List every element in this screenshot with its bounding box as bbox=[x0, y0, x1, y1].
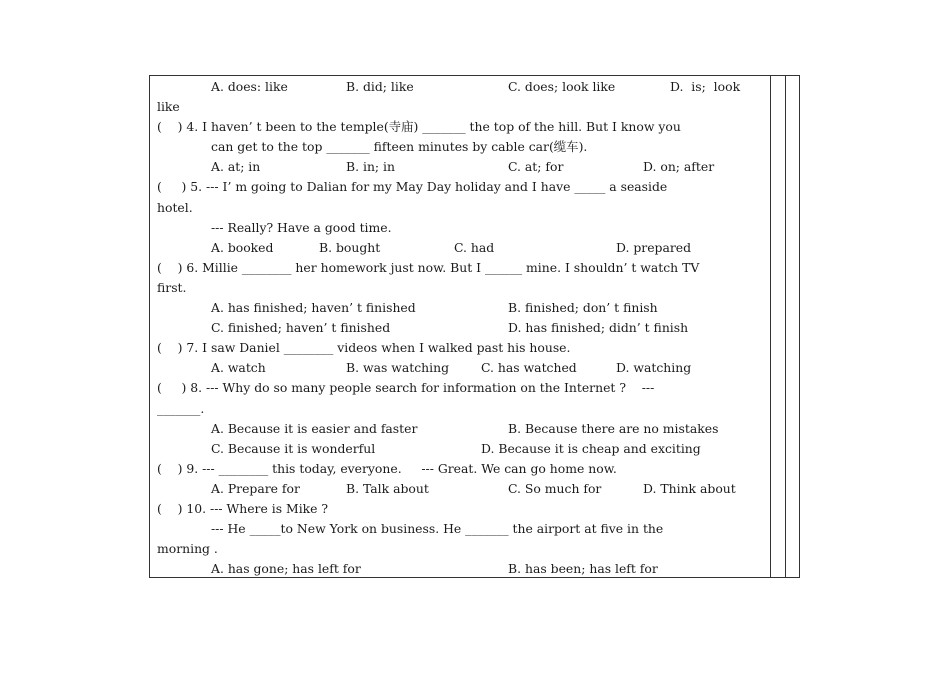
option-c: C. has watched bbox=[481, 360, 577, 376]
question-10: ( ) 10. --- Where is Mike ? bbox=[157, 500, 329, 516]
q7-options bbox=[157, 358, 765, 378]
option-b: B. Because there are no mistakes bbox=[508, 420, 719, 436]
option-b: B. Talk about bbox=[346, 480, 429, 496]
table-column-divider bbox=[785, 75, 786, 578]
option-c: C. does; look like bbox=[508, 79, 616, 94]
q8-options-ab bbox=[157, 419, 765, 439]
q4-options bbox=[157, 157, 765, 177]
text-line: first. bbox=[157, 279, 187, 295]
option-d: D. prepared bbox=[616, 239, 692, 255]
option-b: B. finished; don’ t finish bbox=[508, 300, 658, 316]
q6-options-cd bbox=[157, 318, 765, 338]
option-a: A. has gone; has left for bbox=[211, 561, 361, 577]
q3-options bbox=[157, 77, 765, 97]
option-a: A. booked bbox=[211, 239, 274, 255]
question-content bbox=[157, 77, 765, 579]
option-d: D. watching bbox=[616, 360, 692, 376]
q10-options bbox=[157, 559, 765, 579]
option-b: B. was watching bbox=[346, 360, 450, 376]
option-b: B. did; like bbox=[346, 79, 414, 94]
question-8: ( ) 8. --- Why do so many people search for information on the Internet ? --- bbox=[157, 380, 655, 396]
question-4: ( ) 4. I haven’ t been to the temple(寺庙) _______ the top of the hill. But I know you bbox=[157, 119, 681, 135]
option-b: B. in; in bbox=[346, 159, 395, 175]
text-line: _______. bbox=[157, 400, 205, 416]
option-a: A. has finished; haven’ t finished bbox=[211, 300, 416, 316]
option-a: A. watch bbox=[211, 360, 266, 376]
text-line: like bbox=[157, 99, 180, 115]
question-7: ( ) 7. I saw Daniel ________ videos when I walked past his house. bbox=[157, 340, 571, 356]
option-c: C. finished; haven’ t finished bbox=[211, 320, 391, 336]
option-b: B. bought bbox=[319, 239, 381, 255]
text-line: morning . bbox=[157, 541, 218, 557]
question-5: ( ) 5. --- I’ m going to Dalian for my May Day holiday and I have _____ a seaside bbox=[157, 179, 668, 195]
text-line: --- He _____to New York on business. He _______ the airport at five in the bbox=[211, 521, 664, 537]
text-line: can get to the top _______ fifteen minutes by cable car(缆车). bbox=[211, 139, 588, 155]
option-a: A. does: like bbox=[211, 79, 288, 94]
question-6: ( ) 6. Millie ________ her homework just now. But I ______ mine. I shouldn’ t watch TV bbox=[157, 259, 700, 275]
option-c: C. had bbox=[454, 239, 495, 255]
option-a: A. at; in bbox=[211, 159, 261, 175]
text-line: --- Really? Have a good time. bbox=[211, 219, 392, 235]
table-column-divider bbox=[770, 75, 771, 578]
option-d: D. on; after bbox=[643, 159, 715, 175]
option-d: D. Because it is cheap and exciting bbox=[481, 440, 701, 456]
option-a: A. Because it is easier and faster bbox=[211, 420, 418, 436]
q6-options-ab bbox=[157, 298, 765, 318]
option-d: D. Think about bbox=[643, 480, 736, 496]
option-d: D. has finished; didn’ t finish bbox=[508, 320, 689, 336]
q9-options bbox=[157, 479, 765, 499]
q8-options-cd bbox=[157, 439, 765, 459]
option-b: B. has been; has left for bbox=[508, 561, 658, 577]
option-c: C. at; for bbox=[508, 159, 564, 175]
option-c: C. So much for bbox=[508, 480, 602, 496]
text-line: hotel. bbox=[157, 199, 193, 215]
option-d: D. is; look bbox=[670, 79, 741, 94]
question-9: ( ) 9. --- ________ this today, everyone. --- Great. We can go home now. bbox=[157, 460, 617, 476]
q5-options bbox=[157, 238, 765, 258]
option-a: A. Prepare for bbox=[211, 480, 300, 496]
option-c: C. Because it is wonderful bbox=[211, 440, 376, 456]
